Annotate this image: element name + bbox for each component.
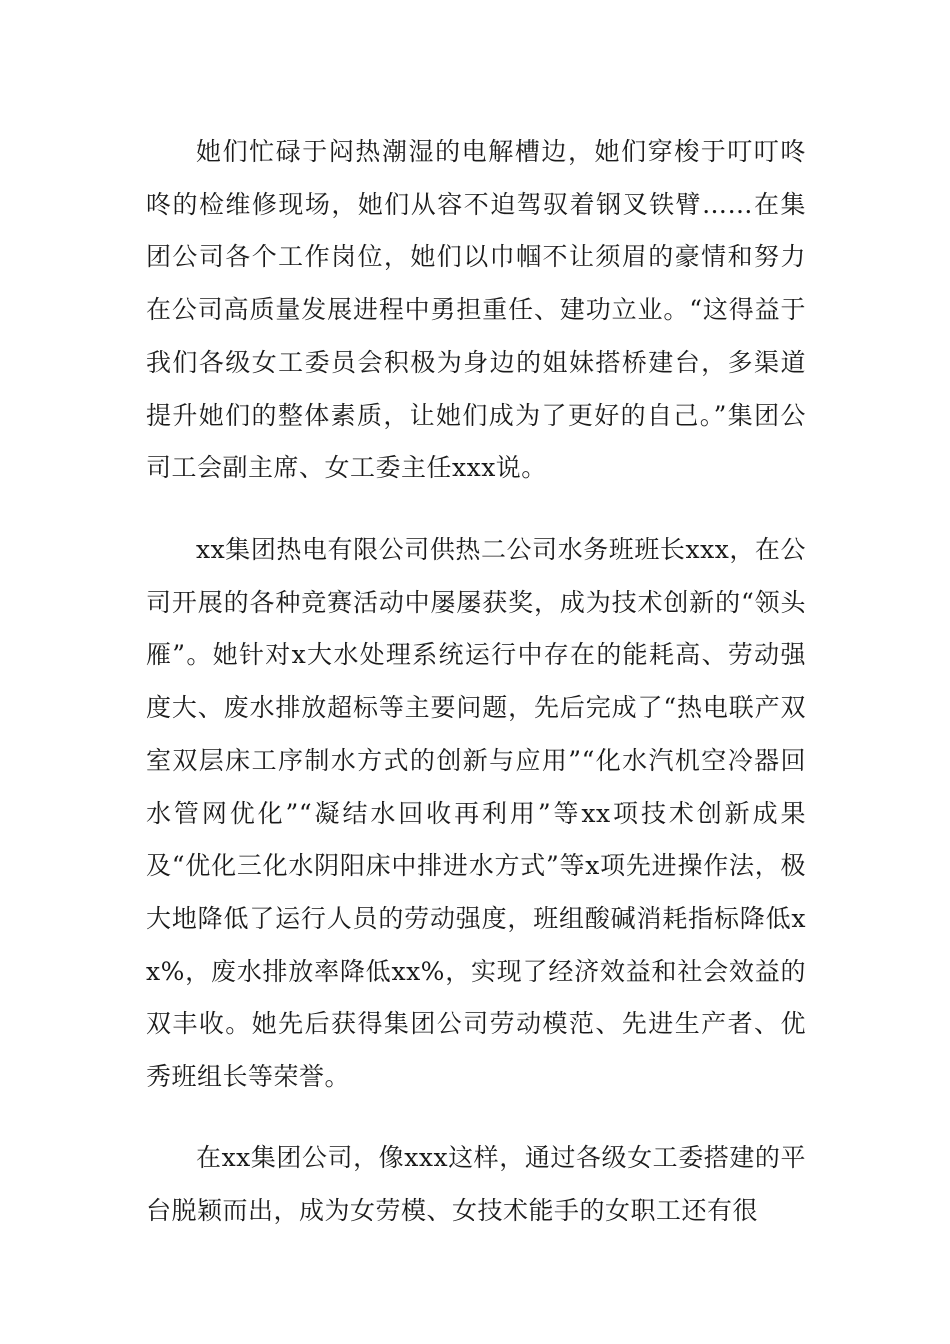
paragraph-3: 在xx集团公司，像xxx这样，通过各级女工委搭建的平台脱颖而出，成为女劳模、女技术能手的女职工还有很: [146, 1143, 806, 1225]
paragraph-1: 她们忙碌于闷热潮湿的电解槽边，她们穿梭于叮叮咚咚的检维修现场，她们从容不迫驾驭着钢叉铁臂……在集团公司各个工作岗位，她们以巾帼不让须眉的豪情和努力在公司高质量发展进程中勇担重任、建功立业。“这得益于我们各级女工委员会积极为身边的姐妹搭桥建台，多渠道提升她们的整体素质，让她们成为了更好的自己。”集团公司工会副主席、女工委主任xxx说。: [146, 137, 806, 483]
paragraph-2: xx集团热电有限公司供热二公司水务班班长xxx，在公司开展的各种竞赛活动中屡屡获奖，成为技术创新的“领头雁”。她针对x大水处理系统运行中存在的能耗高、劳动强度大、废水排放超标等主要问题，先后完成了“热电联产双室双层床工序制水方式的创新与应用”“化水汽机空冷器回水管网优化”“凝结水回收再利用”等xx项技术创新成果及“优化三化水阴阳床中排进水方式”等x项先进操作法，极大地降低了运行人员的劳动强度，班组酸碱消耗指标降低xx%，废水排放率降低xx%，实现了经济效益和社会效益的双丰收。她先后获得集团公司劳动模范、先进生产者、优秀班组长等荣誉。: [146, 535, 806, 1092]
